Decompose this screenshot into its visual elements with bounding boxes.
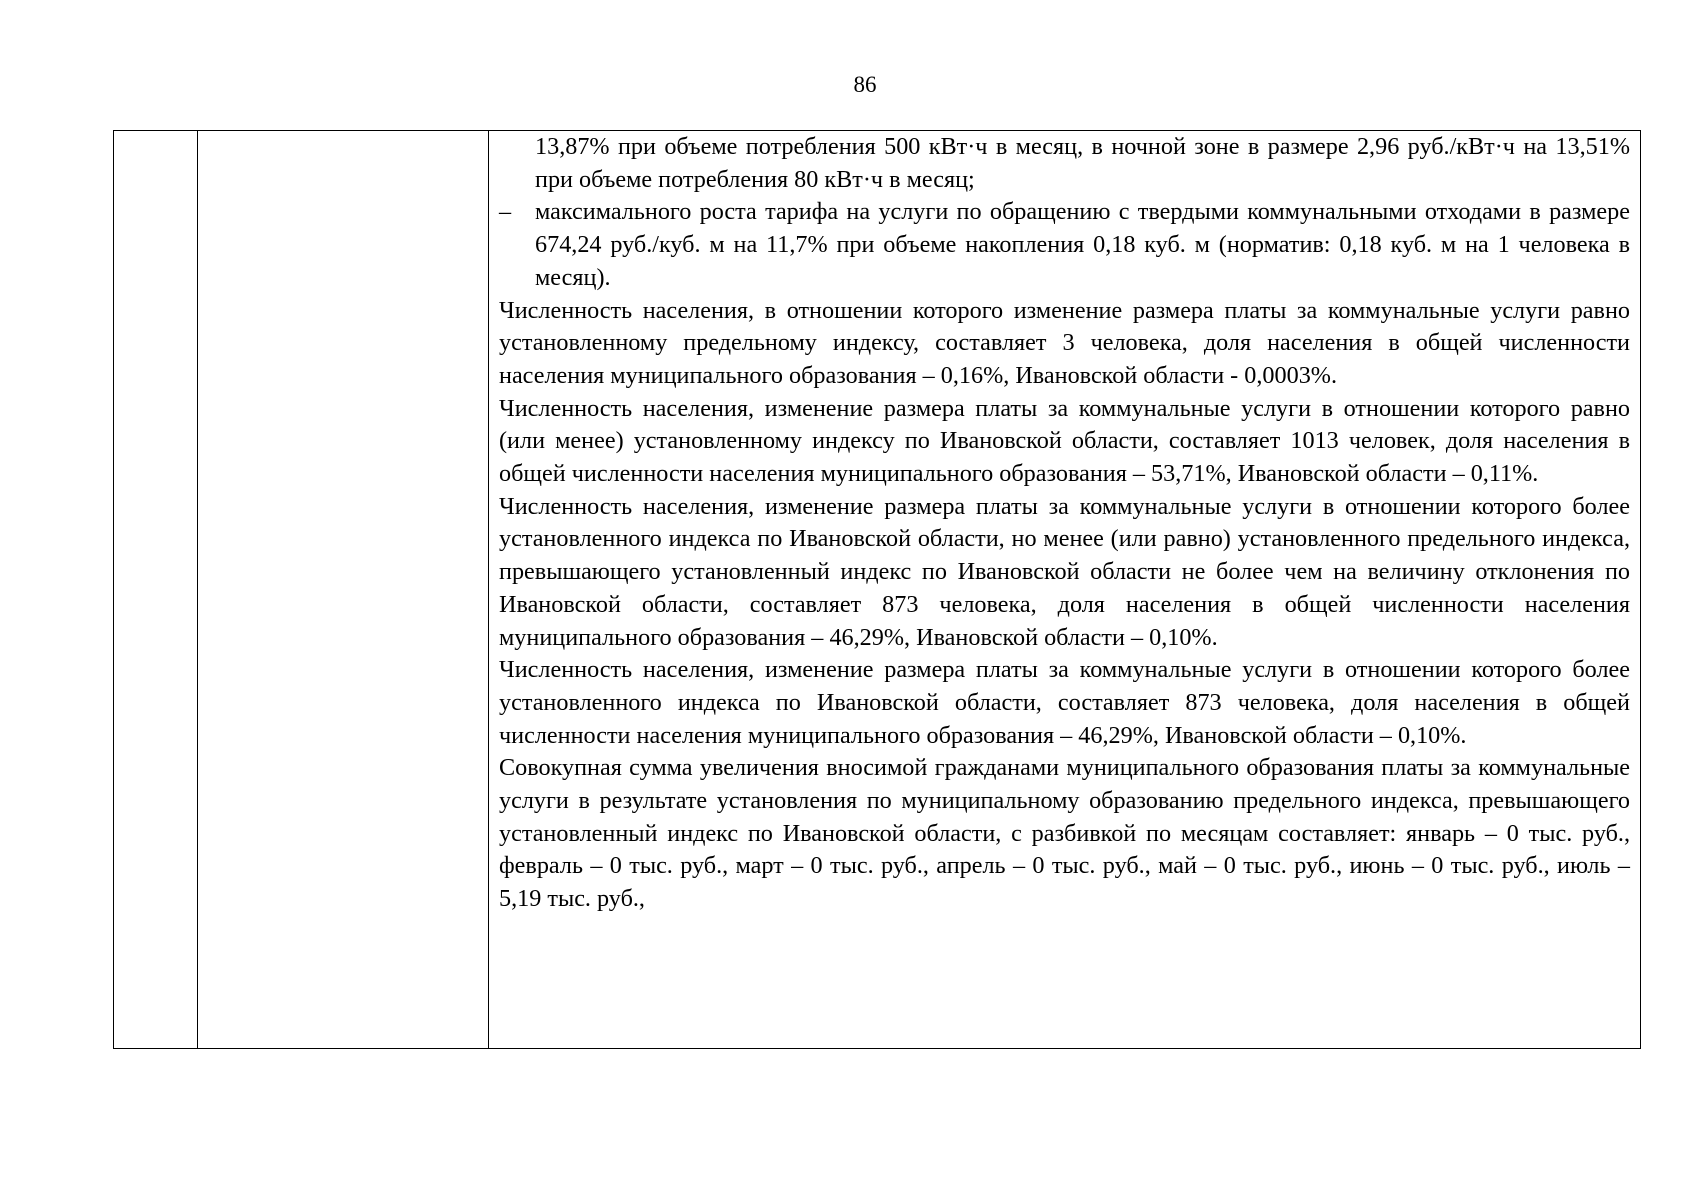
continuation-text: 13,87% при объеме потребления 500 кВт·ч в месяц, в ночной зоне в размере 2,96 руб./кВт·ч на 13,51% при объеме потребления 80 кВт·ч в месяц; xyxy=(535,133,1630,193)
list-item-text: максимального роста тарифа на услуги по обращению с твердыми коммунальными отходами в размере 674,24 руб./куб. м на 11,7% при объеме накопления 0,18 куб. м (норматив: 0,18 куб. м на 1 человека в месяц). xyxy=(535,198,1630,291)
table-cell-content xyxy=(489,131,1641,1049)
list-item xyxy=(499,196,1630,294)
paragraph: Численность населения, изменение размера платы за коммунальные услуги в отношении которого более установленного индекса по Ивановской области, но менее (или равно) установленного предельного индекса, превышающего установленный индекс по Ивановской области не более чем на величину отклонения по Ивановской области, составляет 873 человека, доля населения в общей численности населения муниципального образования – 46,29%, Ивановской области – 0,10%. xyxy=(499,492,1630,651)
table-cell-number xyxy=(114,131,198,1049)
page-number: 86 xyxy=(853,72,877,97)
paragraph: Численность населения, изменение размера платы за коммунальные услуги в отношении которого равно (или менее) установленному индексу по Ивановской области, составляет 1013 человек, доля населения в общей численности населения муниципального образования – 53,71%, Ивановской области – 0,11%. xyxy=(499,394,1630,488)
document-table xyxy=(113,130,1641,1049)
table-cell-name xyxy=(198,131,489,1049)
table-row xyxy=(114,131,1641,1049)
paragraph: Численность населения, изменение размера платы за коммунальные услуги в отношении которого более установленного индекса по Ивановской области, составляет 873 человека, доля населения в общей численности населения муниципального образования – 46,29%, Ивановской области – 0,10%. xyxy=(499,656,1630,749)
paragraph: Совокупная сумма увеличения вносимой гражданами муниципального образования платы за коммунальные услуги в результате установления по муниципальному образованию предельного индекса, превышающего установленный индекс по Ивановской области, с разбивкой по месяцам составляет: январь – 0 тыс. руб., февраль – 0 тыс. руб., март – 0 тыс. руб., апрель – 0 тыс. руб., май – 0 тыс. руб., июнь – 0 тыс. руб., июль – 5,19 тыс. руб., xyxy=(499,754,1630,913)
dash-marker: – xyxy=(499,198,512,226)
paragraph: Численность населения, в отношении которого изменение размера платы за коммунальные услуги равно установленному предельному индексу, составляет 3 человека, доля населения в общей численности населения муниципального образования – 0,16%, Ивановской области - 0,0003%. xyxy=(499,296,1630,389)
